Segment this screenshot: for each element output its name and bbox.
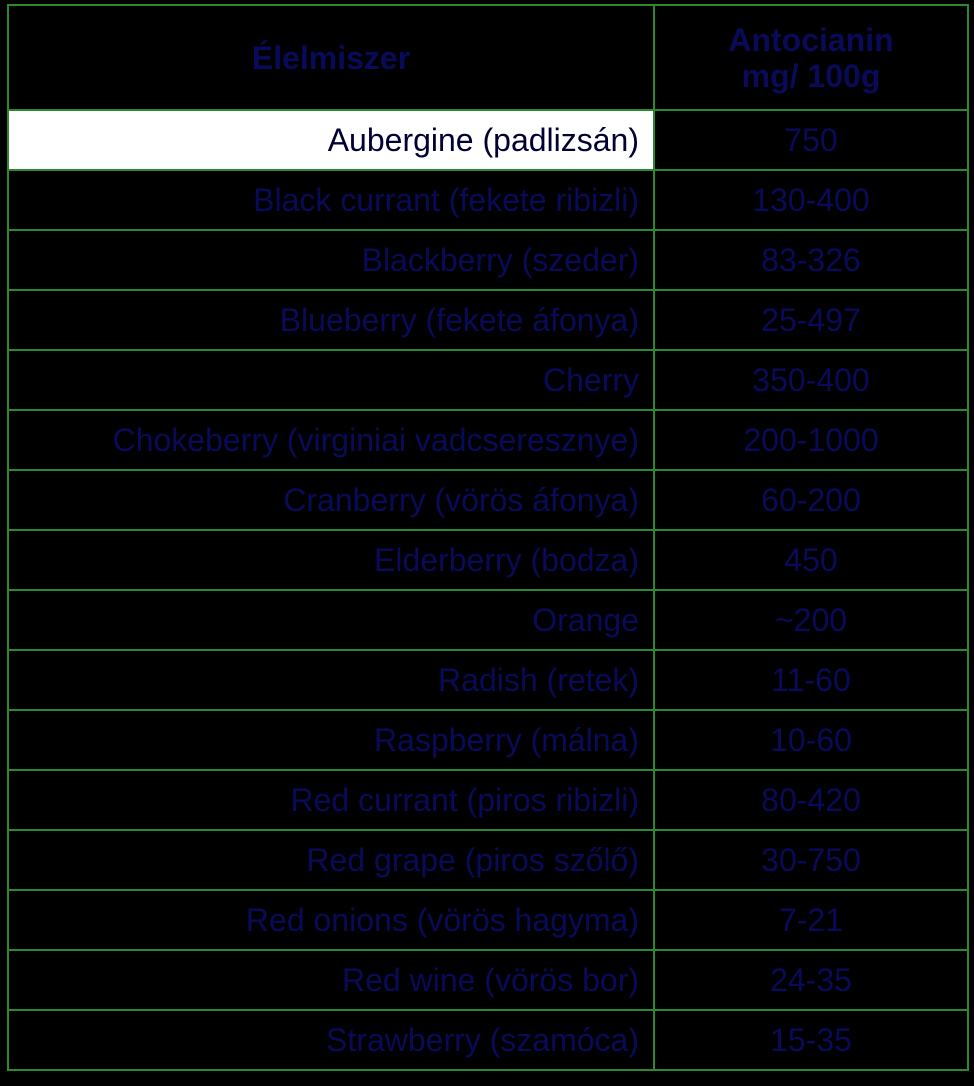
value-cell: 24-35 [654, 950, 968, 1010]
food-cell: Red wine (vörös bor) [8, 950, 654, 1010]
value-cell: 350-400 [654, 350, 968, 410]
value-cell: 83-326 [654, 230, 968, 290]
table-row [8, 230, 968, 290]
table-row [8, 830, 968, 890]
value-cell: 30-750 [654, 830, 968, 890]
value-cell: 750 [654, 110, 968, 170]
table-row [8, 290, 968, 350]
food-cell: Cherry [8, 350, 654, 410]
header-value-line2: mg/ 100g [741, 57, 881, 94]
table-row [8, 530, 968, 590]
food-cell: Radish (retek) [8, 650, 654, 710]
table-row [8, 470, 968, 530]
header-value-line1: Antocianin [728, 21, 894, 58]
food-cell: Raspberry (málna) [8, 710, 654, 770]
value-cell: 130-400 [654, 170, 968, 230]
value-cell: 7-21 [654, 890, 968, 950]
table-row [8, 350, 968, 410]
table-row [8, 710, 968, 770]
food-cell: Red grape (piros szőlő) [8, 830, 654, 890]
food-cell: Black currant (fekete ribizli) [8, 170, 654, 230]
food-cell: Orange [8, 590, 654, 650]
value-cell: 10-60 [654, 710, 968, 770]
food-cell: Elderberry (bodza) [8, 530, 654, 590]
food-cell: Blueberry (fekete áfonya) [8, 290, 654, 350]
value-cell: 15-35 [654, 1010, 968, 1070]
table-row [8, 1010, 968, 1070]
table-row [8, 170, 968, 230]
anthocyanin-table [7, 4, 969, 1071]
table-row [8, 950, 968, 1010]
value-cell: 11-60 [654, 650, 968, 710]
table-row [8, 650, 968, 710]
table-row [8, 410, 968, 470]
value-cell: 80-420 [654, 770, 968, 830]
value-cell: 60-200 [654, 470, 968, 530]
value-cell: 450 [654, 530, 968, 590]
header-food [8, 5, 654, 110]
anthocyanin-table-container [7, 4, 969, 1071]
table-row [8, 110, 968, 170]
table-row [8, 890, 968, 950]
food-cell: Red currant (piros ribizli) [8, 770, 654, 830]
food-cell: Chokeberry (virginiai vadcseresznye) [8, 410, 654, 470]
food-cell: Strawberry (szamóca) [8, 1010, 654, 1070]
value-cell: 25-497 [654, 290, 968, 350]
food-cell: Blackberry (szeder) [8, 230, 654, 290]
table-header-row [8, 5, 968, 110]
value-cell: 200-1000 [654, 410, 968, 470]
value-cell: ~200 [654, 590, 968, 650]
table-row [8, 770, 968, 830]
food-cell: Cranberry (vörös áfonya) [8, 470, 654, 530]
food-cell: Red onions (vörös hagyma) [8, 890, 654, 950]
header-food-label: Élelmiszer [251, 39, 411, 76]
food-cell: Aubergine (padlizsán) [8, 110, 654, 170]
table-row [8, 590, 968, 650]
header-value [654, 5, 968, 110]
